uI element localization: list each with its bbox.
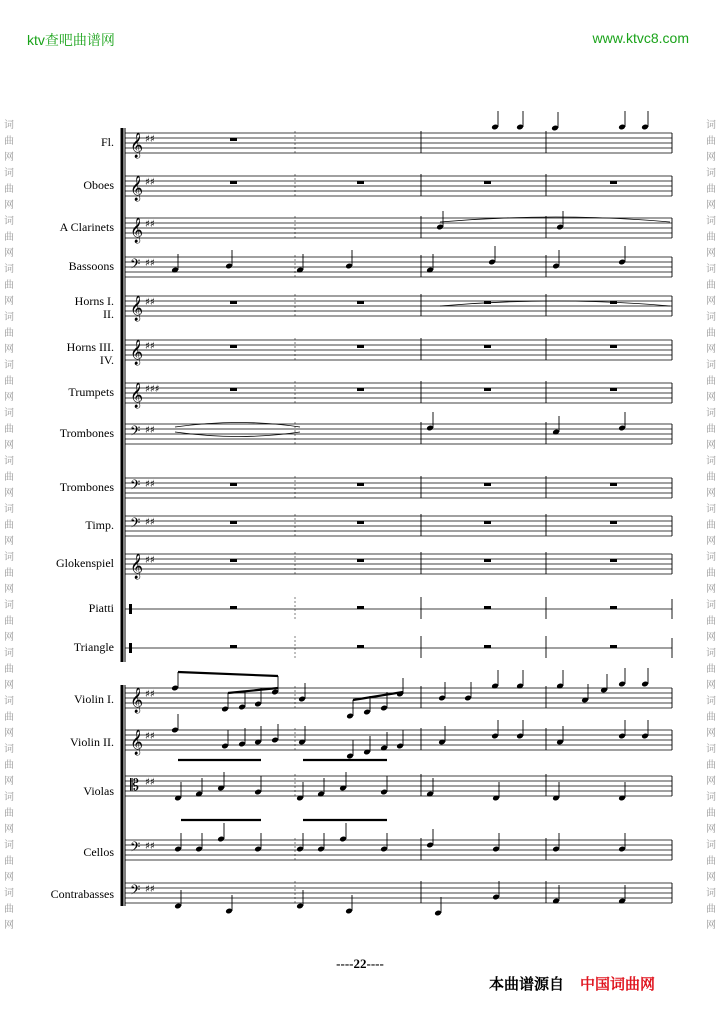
- side-watermark-left: 词 曲 网 词 曲 网 词 曲 网 词 曲 网 词 曲 网 词 曲 网 词 曲 网 词 曲 网 词 曲 网 词 曲 网 词 曲 网 词 曲 网 词 曲 网 词 曲 网 词 曲 网 词 曲 网 词 曲 网: [4, 120, 14, 931]
- instrument-label-horns-3-4: Horns III. IV.: [66, 340, 114, 367]
- whole-rest: [484, 345, 491, 348]
- source-credit: [489, 973, 655, 994]
- beam: [178, 672, 278, 676]
- clef-glyph: 𝄢: [130, 423, 141, 442]
- whole-rest: [357, 388, 364, 391]
- whole-rest: [230, 606, 237, 609]
- whole-rest: [230, 388, 237, 391]
- tie: [175, 423, 300, 428]
- whole-rest: [230, 138, 237, 141]
- whole-rest: [484, 181, 491, 184]
- key-signature: ♯♯: [145, 297, 155, 308]
- key-signature: ♯♯: [145, 777, 155, 788]
- clef-glyph: 𝄞: [130, 688, 144, 713]
- clef-glyph: 𝄞: [130, 176, 144, 201]
- site-logo-text[interactable]: ktv查吧曲谱网: [27, 32, 115, 48]
- whole-rest: [230, 521, 237, 524]
- instrument-label-violin-1: Violin I.: [74, 692, 114, 706]
- source-site-link[interactable]: 中国词曲网: [580, 975, 656, 993]
- whole-rest: [357, 181, 364, 184]
- key-signature: ♯♯: [145, 517, 155, 528]
- instrument-label-contrabasses: Contrabasses: [50, 887, 114, 901]
- percussion-clef: [129, 643, 132, 653]
- whole-rest: [484, 606, 491, 609]
- whole-rest: [230, 483, 237, 486]
- whole-rest: [357, 606, 364, 609]
- instrument-label-violin-2: Violin II.: [70, 735, 114, 749]
- whole-rest: [357, 645, 364, 648]
- whole-rest: [230, 645, 237, 648]
- key-signature: ♯♯♯: [145, 384, 160, 395]
- whole-rest: [610, 645, 617, 648]
- clef-glyph: 𝄢: [130, 882, 141, 901]
- clef-glyph: 𝄞: [130, 296, 144, 321]
- whole-rest: [484, 645, 491, 648]
- key-signature: ♯♯: [145, 258, 155, 269]
- key-signature: ♯♯: [145, 134, 155, 145]
- whole-rest: [484, 388, 491, 391]
- percussion-clef: [129, 604, 132, 614]
- whole-rest: [357, 345, 364, 348]
- instrument-label-bassoons: Bassoons: [68, 259, 114, 273]
- whole-rest: [484, 521, 491, 524]
- clef-glyph: 𝄞: [130, 554, 144, 579]
- key-signature: ♯♯: [145, 884, 155, 895]
- instrument-label-oboes: Oboes: [83, 178, 114, 192]
- whole-rest: [610, 606, 617, 609]
- clef-glyph: 𝄞: [130, 383, 144, 408]
- whole-rest: [610, 521, 617, 524]
- instrument-label-trombones-1: Trombones: [59, 426, 114, 440]
- instrument-label-trombones-2: Trombones: [59, 480, 114, 494]
- instrument-label-piatti: Piatti: [88, 601, 114, 615]
- instrument-label-clarinets: A Clarinets: [59, 220, 114, 234]
- whole-rest: [610, 559, 617, 562]
- key-signature: ♯♯: [145, 479, 155, 490]
- key-signature: ♯♯: [145, 219, 155, 230]
- whole-rest: [357, 483, 364, 486]
- source-label: 本曲谱源自: [489, 975, 565, 993]
- whole-rest: [357, 559, 364, 562]
- whole-rest: [230, 559, 237, 562]
- instrument-label-horns-1-2: Horns I. II.: [74, 294, 114, 321]
- whole-rest: [610, 388, 617, 391]
- tie: [440, 301, 670, 306]
- whole-rest: [230, 301, 237, 304]
- whole-rest: [230, 181, 237, 184]
- clef-glyph: 𝄞: [130, 218, 144, 243]
- whole-rest: [484, 483, 491, 486]
- clef-glyph: 𝄞: [130, 730, 144, 755]
- clef-glyph: 𝄢: [130, 839, 141, 858]
- clef-glyph: 𝄞: [130, 340, 144, 365]
- side-watermark-right: 词 曲 网 词 曲 网 词 曲 网 词 曲 网 词 曲 网 词 曲 网 词 曲 网 词 曲 网 词 曲 网 词 曲 网 词 曲 网 词 曲 网 词 曲 网 词 曲 网 词 曲 网 词 曲 网 词 曲 网: [706, 120, 716, 931]
- site-url[interactable]: www.ktvc8.com: [592, 30, 689, 46]
- key-signature: ♯♯: [145, 425, 155, 436]
- key-signature: ♯♯: [145, 555, 155, 566]
- whole-rest: [357, 521, 364, 524]
- whole-rest: [357, 301, 364, 304]
- beam: [228, 688, 278, 693]
- instrument-label-trumpets: Trumpets: [68, 385, 114, 399]
- whole-rest: [484, 559, 491, 562]
- clef-glyph: 𝄢: [130, 256, 141, 275]
- instrument-label-violas: Violas: [83, 784, 114, 798]
- page-number: ----22----: [336, 956, 384, 971]
- instrument-label-flute: Fl.: [100, 135, 114, 149]
- clef-glyph: 𝄢: [130, 477, 141, 496]
- instrument-label-timpani: Timp.: [85, 518, 114, 532]
- whole-rest: [610, 345, 617, 348]
- key-signature: ♯♯: [145, 177, 155, 188]
- clef-glyph: 𝄞: [130, 133, 144, 158]
- instrument-label-triangle: Triangle: [73, 640, 114, 654]
- whole-rest: [230, 345, 237, 348]
- instrument-label-cellos: Cellos: [83, 845, 114, 859]
- key-signature: ♯♯: [145, 731, 155, 742]
- key-signature: ♯♯: [145, 341, 155, 352]
- whole-rest: [610, 181, 617, 184]
- key-signature: ♯♯: [145, 689, 155, 700]
- key-signature: ♯♯: [145, 841, 155, 852]
- clef-glyph: 𝄢: [130, 515, 141, 534]
- clef-glyph: 𝄡: [130, 775, 139, 794]
- whole-rest: [610, 483, 617, 486]
- instrument-label-glockenspiel: Glokenspiel: [56, 556, 114, 570]
